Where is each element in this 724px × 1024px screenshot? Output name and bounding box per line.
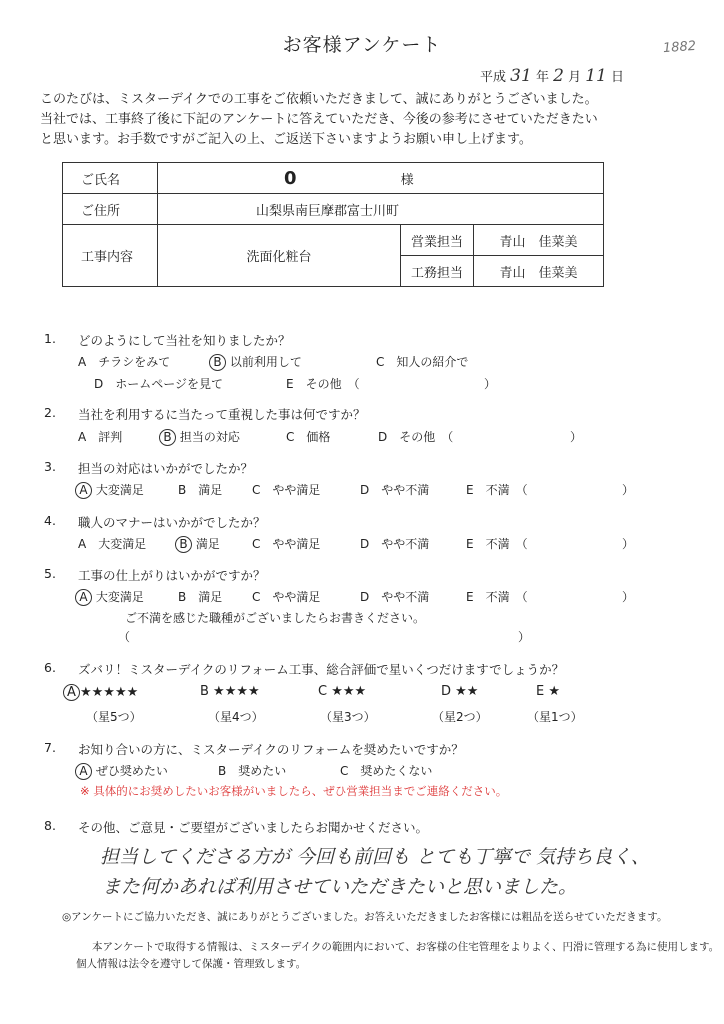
q5-selected-mark: A — [75, 589, 92, 606]
date-line — [480, 66, 624, 86]
work-label: 工事内容 — [63, 225, 158, 287]
q1-option-c: C 知人の紹介で — [376, 355, 469, 369]
q3-option-e: E 不満 （ — [466, 483, 528, 497]
construction-value: 青山 佳菜美 — [474, 256, 604, 287]
q4-number: 4. — [44, 513, 56, 528]
date-era: 平成 — [480, 70, 507, 85]
q2-option-b — [162, 428, 240, 446]
q7-note: ※ 具体的にお奨めしたいお客様がいましたら、ぜひ営業担当までご連絡ください。 — [80, 784, 508, 798]
date-month-unit: 月 — [568, 70, 582, 85]
q1-number: 1. — [44, 331, 56, 346]
date-day: 11 — [585, 66, 607, 86]
q2-number: 2. — [44, 405, 56, 420]
sales-value: 青山 佳菜美 — [474, 225, 604, 256]
q6-sub-e: （星1つ） — [527, 710, 583, 724]
q1-selected-mark: B — [209, 354, 226, 371]
q3-option-c: C やや満足 — [252, 483, 321, 497]
intro-line: 当社では、工事終了後に下記のアンケートに答えていただき、今後の参考にさせていただきたい — [40, 112, 598, 127]
q1-text: どのようにして当社を知りましたか？ — [78, 333, 291, 348]
q4-option-e: E 不満 （ — [466, 537, 528, 551]
customer-info-table — [62, 162, 604, 287]
q5-option-a-label: 大変満足 — [95, 590, 144, 604]
q4-option-d: D やや不満 — [360, 537, 430, 551]
q2-selected-mark: B — [159, 429, 176, 446]
address-cell — [158, 194, 604, 225]
q1-option-e: E その他 （ — [286, 377, 360, 391]
q3-selected-mark: A — [75, 482, 92, 499]
intro-line: と思います。お手数ですがご記入の上、ご返送下さいますようお願い申し上げます。 — [40, 132, 532, 147]
q1-option-b-label: 以前利用して — [229, 355, 302, 369]
q3-option-d: D やや不満 — [360, 483, 430, 497]
q6-text: ズバリ！ミスターデイクのリフォーム工事、総合評価で星いくつだけますでしょうか？ — [78, 662, 565, 677]
q4-option-c: C やや満足 — [252, 537, 321, 551]
q5-text: 工事の仕上がりはいかがですか？ — [78, 568, 266, 583]
q5-option-a — [78, 588, 144, 606]
q3-text: 担当の対応はいかがでしたか？ — [78, 461, 254, 476]
q1-option-d: D ホームページを見て — [94, 377, 224, 391]
q5-sub-text: ご不満を感じた職種がございましたらお書きください。 — [125, 611, 426, 625]
q8-text: その他、ご意見・ご要望がございましたらお聞かせください。 — [78, 820, 429, 835]
q5-option-c: C やや満足 — [252, 590, 321, 604]
construction-label: 工務担当 — [401, 256, 474, 287]
handwritten-number: 1882 — [662, 38, 697, 57]
date-day-unit: 日 — [611, 70, 625, 85]
q2-option-b-label: 担当の対応 — [179, 430, 240, 444]
q6-sub-d: （星2つ） — [432, 710, 488, 724]
q4-option-e-close: ） — [622, 537, 635, 551]
date-year: 31 — [510, 66, 532, 86]
q4-option-b-label: 満足 — [195, 537, 220, 551]
q7-selected-mark: A — [75, 763, 92, 780]
q8-number: 8. — [44, 818, 56, 833]
q5-option-d: D やや不満 — [360, 590, 430, 604]
address-label: ご住所 — [63, 194, 158, 225]
q3-option-e-close: ） — [622, 483, 635, 497]
footer-privacy-2: 個人情報は法令を遵守して保護・管理致します。 — [76, 958, 307, 970]
q4-text: 職人のマナーはいかがでしたか？ — [78, 515, 266, 530]
q7-option-a-label: ぜひ奨めたい — [95, 764, 168, 778]
q2-option-d-close: ） — [570, 430, 583, 444]
q6-number: 6. — [44, 660, 56, 675]
q2-option-d: D その他 （ — [378, 430, 454, 444]
intro-line: このたびは、ミスターデイクでの工事をご依頼いただきまして、誠にありがとうございました。 — [40, 92, 598, 107]
intro-text — [40, 90, 598, 150]
q4-option-a: A 大変満足 — [78, 537, 147, 551]
footer-thanks: ◎アンケートにご協力いただき、誠にありがとうございました。お答えいただきましたお客様には粗品を送らせていただきます。 — [62, 911, 668, 923]
page-title: お客様アンケート — [282, 34, 442, 56]
q7-number: 7. — [44, 740, 56, 755]
q4-option-b — [178, 535, 220, 553]
q7-text: お知り合いの方に、ミスターデイクのリフォームを奨めたいですか？ — [78, 742, 464, 757]
q2-option-a: A 評判 — [78, 430, 123, 444]
name-cell — [158, 163, 604, 194]
q2-option-c: C 価格 — [286, 430, 331, 444]
q7-option-b: B 奨めたい — [218, 764, 287, 778]
q1-option-a: A チラシをみて — [78, 355, 171, 369]
footer-privacy-1: 本アンケートで取得する情報は、ミスターデイクの範囲内において、お客様の住宅管理をよりよく、円滑に管理する為に使用します。 — [92, 941, 720, 953]
q3-option-b: B 満足 — [178, 483, 223, 497]
q6-option-c: C ★★★ — [318, 684, 367, 699]
q6-sub-c: （星3つ） — [320, 710, 376, 724]
date-year-unit: 年 — [535, 70, 549, 85]
name-suffix: 様 — [400, 172, 414, 188]
q7-option-c: C 奨めたくない — [340, 764, 433, 778]
q6-selected-mark: A — [63, 684, 80, 701]
name-value: 0 — [284, 167, 297, 189]
q5-option-e: E 不満 （ — [466, 590, 528, 604]
sales-label: 営業担当 — [401, 225, 474, 256]
q5-number: 5. — [44, 566, 56, 581]
q6-option-a-stars: ★★★★★ — [80, 685, 139, 700]
q6-sub-a: （星5つ） — [86, 710, 142, 724]
q4-selected-mark: B — [175, 536, 192, 553]
work-value: 洗面化粧台 — [158, 225, 401, 287]
q6-option-d: D ★★ — [441, 684, 479, 699]
q7-option-a — [78, 762, 168, 780]
q5-sub-close: ） — [518, 630, 531, 644]
q3-option-a — [78, 481, 144, 499]
q6-sub-b: （星4つ） — [208, 710, 264, 724]
q8-handwritten-line-2: また何かあれば利用させていただきたいと思いました。 — [102, 876, 578, 898]
q6-option-a — [66, 684, 138, 701]
q5-option-b: B 満足 — [178, 590, 223, 604]
q6-option-b: B ★★★★ — [200, 684, 260, 699]
q3-number: 3. — [44, 459, 56, 474]
q1-option-b — [212, 353, 302, 371]
q5-sub-open: （ — [118, 630, 131, 644]
q6-option-e: E ★ — [536, 684, 561, 699]
q3-option-a-label: 大変満足 — [95, 483, 144, 497]
name-label: ご氏名 — [63, 163, 158, 194]
address-value: 山梨県南巨摩郡富士川町 — [256, 203, 400, 219]
date-month: 2 — [553, 66, 564, 86]
q2-text: 当社を利用するに当たって重視した事は何ですか？ — [78, 407, 366, 422]
q8-handwritten-line-1: 担当してくださる方が 今回も前回も とても丁寧で 気持ち良く、 — [100, 846, 650, 868]
q1-option-e-close: ） — [484, 377, 497, 391]
q5-option-e-close: ） — [622, 590, 635, 604]
